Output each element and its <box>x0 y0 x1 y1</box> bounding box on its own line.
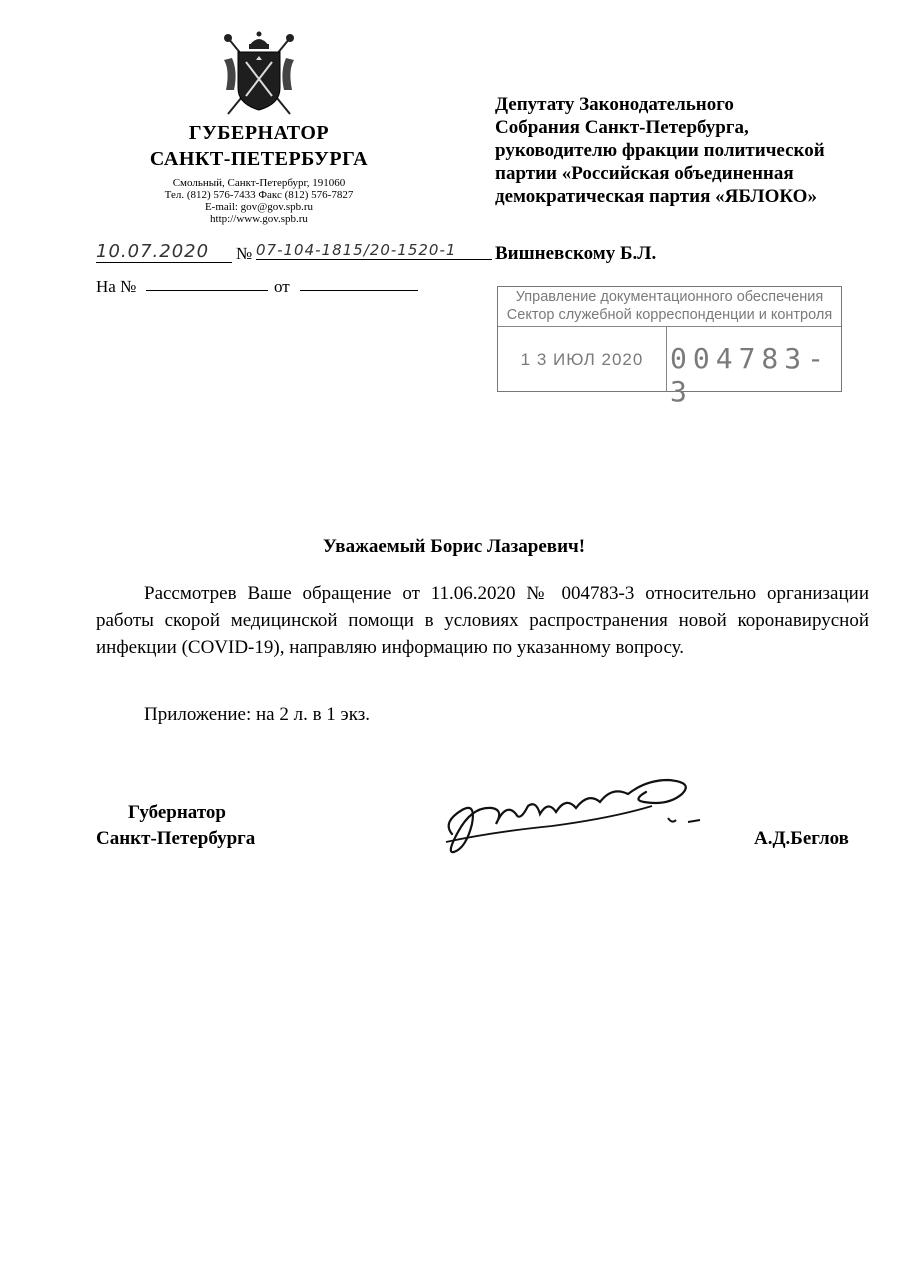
stamp-divider-vertical <box>666 326 667 391</box>
stamp-line2: Сектор служебной корреспонденции и контроля <box>506 307 833 323</box>
addressee-line3: руководителю фракции политической <box>495 140 825 161</box>
addressee-block <box>495 93 885 208</box>
handwritten-signature-icon <box>432 762 712 872</box>
letterhead-title-line1: ГУБЕРНАТОР <box>188 122 330 144</box>
reply-to-label: На № <box>96 277 137 296</box>
from-date-line <box>300 290 418 291</box>
attachment-note: Приложение: на 2 л. в 1 экз. <box>144 704 370 725</box>
registration-number-sign: № <box>236 244 253 263</box>
addressee-line1: Депутату Законодательного <box>495 94 734 115</box>
stamp-line1: Управление документационного обеспечения <box>515 289 824 305</box>
stamp-number: 004783-3 <box>670 342 831 408</box>
registration-number: 07-104-1815/20-1520-1 <box>256 241 492 260</box>
addressee-line2: Собрания Санкт-Петербурга, <box>495 117 749 138</box>
addressee-name: Вишневскому Б.Л. <box>495 243 657 264</box>
letterhead-address: Смольный, Санкт-Петербург, 191060 <box>172 177 346 189</box>
addressee-line4: партии «Российская объединенная <box>495 163 794 184</box>
reply-to-number-line <box>146 290 268 291</box>
from-label: от <box>274 277 290 296</box>
body-paragraph: Рассмотрев Ваше обращение от 11.06.2020 № 004783-3 относительно организации работы скорой медицинской помощи в условиях распространения новой коронавирусной инфекции (COVID-19), направляю информацию по указанному вопросу. <box>96 583 869 658</box>
greeting: Уважаемый Борис Лазаревич! <box>322 536 586 557</box>
stamp-date: 1 3 ИЮЛ 2020 <box>520 350 644 369</box>
letterhead-website: http://www.gov.spb.ru <box>210 213 308 225</box>
registration-date: 10.07.2020 <box>96 241 232 263</box>
addressee-line5: демократическая партия «ЯБЛОКО» <box>495 186 817 207</box>
signatory-name: А.Д.Беглов <box>754 828 849 849</box>
letterhead-title-line2: САНКТ-ПЕТЕРБУРГА <box>149 148 369 170</box>
letterhead-email: E-mail: gov@gov.spb.ru <box>204 201 314 213</box>
spb-coat-of-arms-icon <box>216 30 302 118</box>
letterhead-phone: Тел. (812) 576-7433 Факс (812) 576-7827 <box>164 189 354 201</box>
signature-title-line2: Санкт-Петербурга <box>96 828 256 849</box>
signature-title-line1: Губернатор <box>128 802 226 823</box>
stamp-divider-horizontal <box>498 326 841 327</box>
registration-stamp <box>497 286 842 408</box>
